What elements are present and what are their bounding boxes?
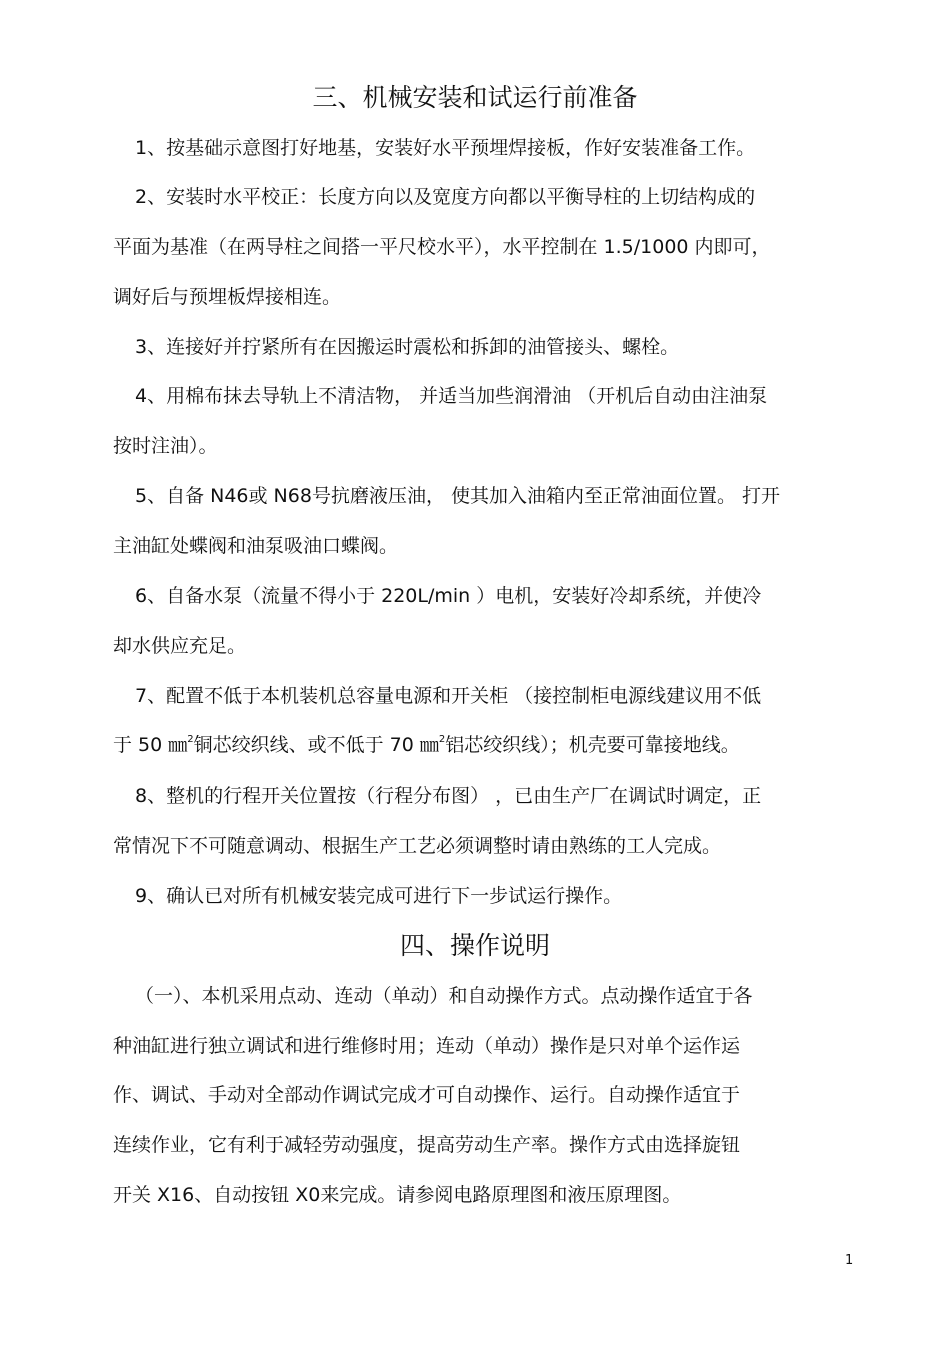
paragraph-line: 9、确认已对所有机械安装完成可进行下一步试运行操作。: [135, 885, 623, 907]
superscript: 2: [187, 734, 194, 745]
superscript: 2: [438, 734, 446, 745]
paragraph-line: 种油缸进行独立调试和进行维修时用；连动（单动）操作是只对单个运作运: [113, 1035, 741, 1057]
paragraph-line: 5、自备 N46或 N68号抗磨液压油， 使其加入油箱内至正常油面位置。 打开: [135, 485, 781, 507]
page-number: 1: [845, 1253, 854, 1268]
paragraph-line: 连续作业，它有利于减轻劳动强度，提高劳动生产率。操作方式由选择旋钮: [113, 1134, 741, 1156]
paragraph-line: 1、按基础示意图打好地基，安装好水平预埋焊接板，作好安装准备工作。: [135, 137, 756, 159]
section-4-title: 四、操作说明: [399, 931, 550, 960]
paragraph-line: 作、调试、手动对全部动作调试完成才可自动操作、运行。自动操作适宜于: [113, 1084, 741, 1106]
paragraph-line: （一）、本机采用点动、连动（单动）和自动操作方式。点动操作适宜于各: [135, 985, 753, 1007]
paragraph-line: 却水供应充足。: [113, 635, 247, 657]
paragraph-line: 平面为基准（在两导柱之间搭一平尺校水平），水平控制在 1.5/1000 内即可，: [113, 236, 771, 258]
section-3-title: 三、机械安装和试运行前准备: [312, 83, 638, 112]
paragraph-line: 7、配置不低于本机装机总容量电源和开关柜 （接控制柜电源线建议用不低: [135, 685, 762, 707]
paragraph-line: 按时注油）。: [113, 435, 218, 457]
paragraph-line: 6、自备水泵（流量不得小于 220L/min ）电机，安装好冷却系统，并使冷: [135, 585, 762, 607]
paragraph-line: 4、用棉布抹去导轨上不清洁物， 并适当加些润滑油 （开机后自动由注油泵: [135, 385, 768, 407]
paragraph-line: 2、安装时水平校正：长度方向以及宽度方向都以平衡导柱的上切结构成的: [135, 186, 756, 208]
paragraph-line: 调好后与预埋板焊接相连。: [113, 286, 342, 308]
paragraph-line: 常情况下不可随意调动、根据生产工艺必须调整时请由熟练的工人完成。: [113, 835, 722, 857]
text-fragment: 铝芯绞织线）；机壳要可靠接地线。: [445, 734, 740, 756]
text-fragment: 铜芯绞织线、或不低于 70 ㎜: [193, 734, 439, 756]
paragraph-line: 开关 X16、自动按钮 X0来完成。请参阅电路原理图和液压原理图。: [113, 1184, 682, 1206]
paragraph-line: 8、整机的行程开关位置按（行程分布图） ，已由生产厂在调试时调定，正: [135, 785, 762, 807]
paragraph-line: 3、连接好并拧紧所有在因搬运时震松和拆卸的油管接头、螺栓。: [135, 336, 680, 358]
paragraph-line: 主油缸处蝶阀和油泵吸油口蝶阀。: [113, 535, 399, 557]
paragraph-line-with-superscripts: [113, 732, 858, 758]
text-fragment: 于 50 ㎜: [113, 734, 188, 756]
